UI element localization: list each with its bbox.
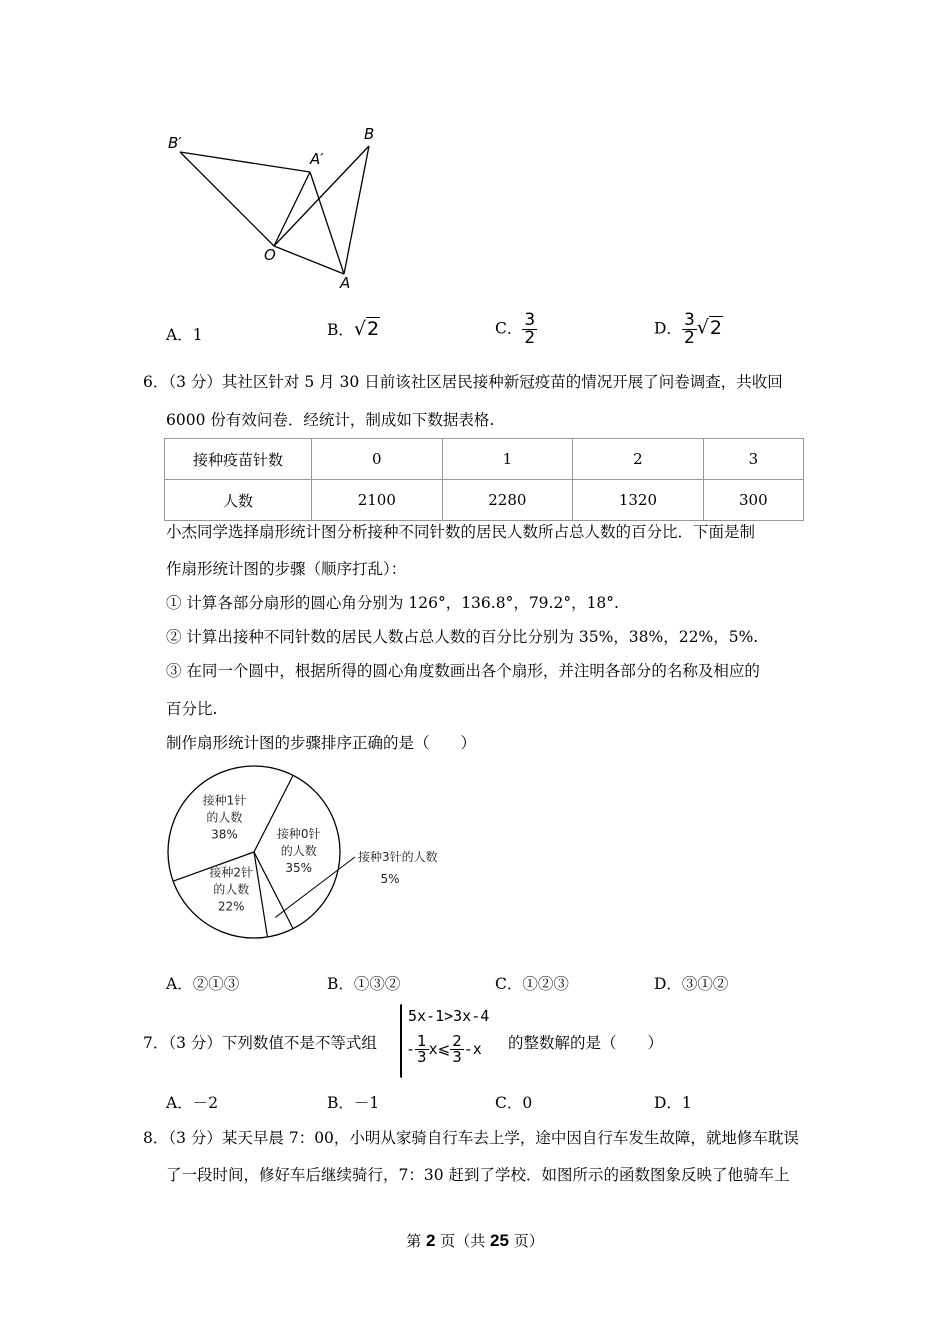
q6-step-3a: ③ 在同一个圆中，根据所得的圆心角度数画出各个扇形，并注明各部分的名称及相应的: [166, 662, 760, 680]
q6-line-2: 6000 份有效问卷．经统计，制成如下数据表格.: [166, 411, 495, 429]
denominator: 3: [452, 1048, 462, 1066]
numerator: 3: [683, 310, 695, 330]
q6-step-1: ① 计算各部分扇形的圆心角分别为 126°，136.8°，79.2°，18°.: [166, 594, 619, 612]
q5-option-b: [327, 318, 380, 340]
table-cell: 0: [312, 439, 443, 480]
denominator: 3: [417, 1048, 427, 1066]
q5-option-b-label: B．: [327, 321, 354, 339]
q6-option-a: A．②①③: [166, 975, 240, 993]
numerator: 2: [452, 1032, 462, 1050]
rotation-figure: [160, 120, 400, 300]
label-b-prime: B′: [168, 134, 182, 152]
footer-suffix: 页）: [508, 1232, 544, 1250]
q6-option-b: B．①③②: [327, 975, 401, 993]
fraction: [450, 1034, 464, 1065]
q6-option-d: D．③①②: [654, 975, 729, 993]
label-b: B: [364, 125, 375, 143]
pie-slice-percent: 22%: [217, 899, 245, 914]
table-cell: 300: [703, 480, 803, 521]
sqrt-symbol: √2: [353, 318, 380, 340]
table-cell: 1: [442, 439, 573, 480]
inequality-tail: -x: [463, 1040, 482, 1058]
table-row: [165, 480, 804, 521]
q7-inequality-1: 5x-1>3x-4: [408, 1007, 490, 1025]
table-cell: 1320: [573, 480, 704, 521]
q7-option-c: C．0: [495, 1094, 533, 1112]
fraction: [682, 312, 697, 347]
table-cell: 人数: [165, 480, 312, 521]
fraction: [522, 312, 537, 347]
radicand: 2: [367, 318, 380, 340]
segment-a-prime-a: [310, 172, 344, 274]
q7-option-d: D．1: [654, 1094, 692, 1112]
sqrt-symbol: √2: [696, 316, 722, 339]
radicand: 2: [709, 316, 722, 339]
q6-option-c: C．①②③: [495, 975, 569, 993]
inequality-brace: [400, 1004, 402, 1078]
data-table: [164, 438, 804, 521]
segment-o-a: [274, 246, 344, 274]
denominator: 2: [524, 328, 536, 348]
inequality-middle: x⩽: [428, 1040, 451, 1058]
page-total: 25: [490, 1231, 509, 1250]
q7-suffix: 的整数解的是（ ）: [508, 1034, 664, 1052]
pie-slice-label: 接种1针: [202, 793, 247, 808]
footer-prefix: 第: [406, 1232, 427, 1250]
q6-step-3b: 百分比.: [166, 700, 218, 718]
page-footer: [0, 1230, 950, 1251]
segment-b-prime-a-prime: [180, 152, 310, 172]
numerator: 1: [417, 1032, 427, 1050]
segment-a-b: [344, 146, 369, 274]
table-cell: 2100: [312, 480, 443, 521]
q6-question: 制作扇形统计图的步骤排序正确的是（ ）: [166, 734, 477, 752]
q5-option-c: [495, 312, 537, 347]
footer-mid: 页（共: [435, 1232, 491, 1250]
q7-option-b: B．－1: [327, 1094, 380, 1112]
fraction: [415, 1034, 429, 1065]
q6-text-2: 作扇形统计图的步骤（顺序打乱）：: [166, 560, 407, 578]
minus-sign: -: [406, 1040, 416, 1058]
segment-o-a-prime: [274, 172, 310, 246]
q6-line-1: 6．（3 分）其社区针对 5 月 30 日前该社区居民接种新冠疫苗的情况开展了问卷调查，共收回: [143, 373, 783, 391]
table-cell: 2280: [442, 480, 573, 521]
table-cell: 接种疫苗针数: [165, 439, 312, 480]
q8-line-2: 了一段时间，修好车后继续骑行，7：30 赶到了学校．如图所示的函数图象反映了他骑车上: [166, 1166, 790, 1184]
page-number: 2: [426, 1231, 436, 1250]
pie-slice-percent: 35%: [285, 861, 313, 875]
q5-option-c-label: C．: [495, 319, 523, 338]
denominator: 2: [683, 328, 695, 348]
pie-chart: [160, 760, 460, 950]
segment-b-prime-o: [180, 152, 274, 246]
q7-prefix: 7．（3 分）下列数值不是不等式组: [143, 1034, 377, 1052]
pie-slice-label: 的人数: [280, 844, 317, 858]
pie-slice-label: 的人数: [206, 810, 243, 825]
q5-option-a: A．1: [166, 326, 203, 344]
pie-slice-label: 接种3针的人数: [358, 850, 438, 864]
q7-inequality-2: [406, 1034, 482, 1065]
pie-slice-label: 的人数: [213, 882, 250, 897]
pie-slice-label: 接种2针: [209, 865, 254, 880]
q6-step-2: ② 计算出接种不同针数的居民人数占总人数的百分比分别为 35%，38%，22%，5%.: [166, 628, 759, 646]
pie-slice-percent: 38%: [211, 827, 238, 842]
table-cell: 2: [573, 439, 704, 480]
q6-text-1: 小杰同学选择扇形统计图分析接种不同针数的居民人数所占总人数的百分比．下面是制: [166, 523, 756, 541]
q8-line-1: 8．（3 分）某天早晨 7：00，小明从家骑自行车去上学，途中因自行车发生故障，就地修车耽误: [143, 1129, 799, 1147]
q7-option-a: A．－2: [166, 1094, 219, 1112]
label-a-prime: A′: [310, 150, 324, 168]
pie-slice-label: 接种0针: [276, 827, 321, 841]
label-o: O: [264, 246, 276, 264]
q5-option-d: [654, 312, 723, 347]
table-cell: 3: [703, 439, 803, 480]
table-row: [165, 439, 804, 480]
numerator: 3: [524, 310, 536, 330]
pie-slice-percent: 5%: [380, 872, 400, 886]
label-a: A: [340, 274, 351, 292]
q5-option-d-label: D．: [654, 319, 682, 338]
